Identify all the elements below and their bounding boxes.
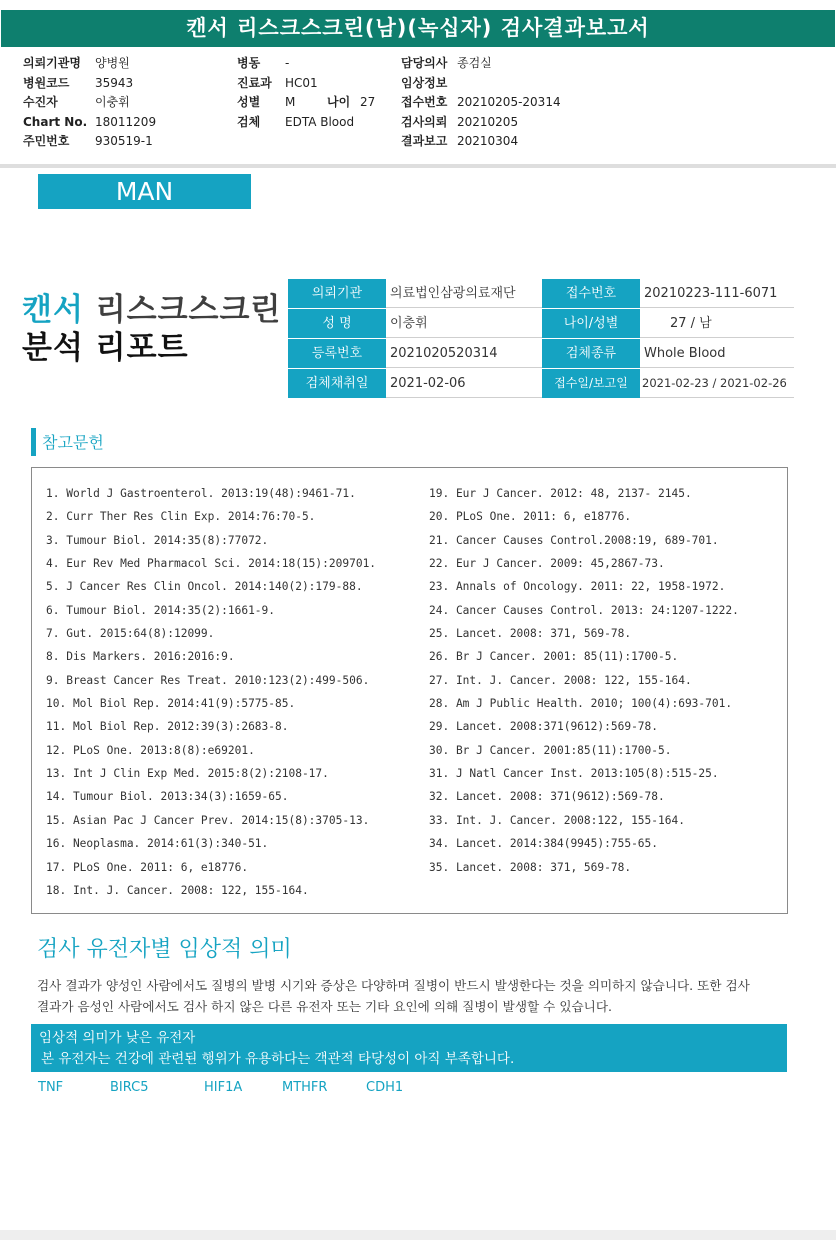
reference-item: 24. Cancer Causes Control. 2013: 24:1207-1222.: [429, 603, 739, 617]
info-label: 검체종류: [542, 339, 640, 368]
low-significance-box: [31, 1024, 787, 1072]
gene-name: MTHFR: [282, 1080, 328, 1095]
reference-item: 28. Am J Public Health. 2010; 100(4):693-701.: [429, 697, 733, 711]
header-meta-col1: [23, 54, 156, 152]
reference-item: 17. PLoS One. 2011: 6, e18776.: [46, 860, 249, 874]
meta-label: 나이: [327, 95, 351, 109]
reference-item: 16. Neoplasma. 2014:61(3):340-51.: [46, 837, 269, 851]
reference-item: 30. Br J Cancer. 2001:85(11):1700-5.: [429, 743, 672, 757]
info-value: 27 / 남: [640, 309, 794, 338]
info-label: 나이/성별: [542, 309, 640, 338]
info-label: 의뢰기관: [288, 279, 386, 308]
meta-label: 주민번호: [23, 134, 70, 148]
reference-item: 21. Cancer Causes Control.2008:19, 689-701.: [429, 533, 719, 547]
reference-item: 19. Eur J Cancer. 2012: 48, 2137- 2145.: [429, 487, 692, 500]
references-left-column: [46, 482, 376, 902]
description-line: 결과가 음성인 사람에서도 검사 하지 않은 다른 유전자 또는 기타 요인에 의해 질병이 발생할 수 있습니다.: [37, 999, 613, 1014]
header-meta-col3: [401, 54, 561, 152]
info-value: 2021-02-23 / 2021-02-26: [640, 369, 794, 398]
info-label: 접수일/보고일: [542, 369, 640, 398]
reference-item: 10. Mol Biol Rep. 2014:41(9):5775-85.: [46, 697, 296, 711]
info-value: 20210223-111-6071: [640, 279, 794, 308]
reference-item: 35. Lancet. 2008: 371, 569-78.: [429, 860, 632, 874]
report-title-accent: 캔서: [22, 292, 84, 328]
reference-item: 3. Tumour Biol. 2014:35(8):77072.: [46, 533, 269, 547]
meta-label: 임상정보: [401, 75, 448, 90]
references-right-column: [429, 482, 739, 879]
meta-value: 양병원: [95, 56, 130, 70]
meta-label: 의뢰기관명: [23, 56, 81, 70]
meta-value: 20210205: [457, 114, 519, 129]
reference-item: 5. J Cancer Res Clin Oncol. 2014:140(2):179-88.: [46, 580, 363, 594]
gene-meaning-description: [37, 975, 807, 1017]
reference-item: 6. Tumour Biol. 2014:35(2):1661-9.: [46, 603, 276, 617]
report-title-rest: 리스크스크린: [95, 292, 282, 328]
reference-item: 26. Br J Cancer. 2001: 85(11):1700-5.: [429, 650, 679, 664]
gene-name: CDH1: [366, 1080, 404, 1095]
meta-value: 18011209: [95, 114, 157, 129]
info-row: [288, 279, 798, 308]
meta-label: 수진자: [23, 95, 58, 109]
reference-item: 29. Lancet. 2008:371(9612):569-78.: [429, 720, 659, 734]
reference-item: 14. Tumour Biol. 2013:34(3):1659-65.: [46, 790, 289, 804]
reference-item: 9. Breast Cancer Res Treat. 2010:123(2):499-506.: [46, 673, 370, 687]
meta-label: 검사의뢰: [401, 114, 448, 129]
info-value: 의료법인삼광의료재단: [386, 279, 542, 308]
reference-item: 7. Gut. 2015:64(8):12099.: [46, 627, 215, 641]
reference-item: 12. PLoS One. 2013:8(8):e69201.: [46, 743, 255, 757]
meta-label: 담당의사: [401, 56, 448, 70]
meta-value: -: [285, 56, 290, 70]
meta-label: 병원코드: [23, 75, 70, 90]
info-label: 접수번호: [542, 279, 640, 308]
meta-value: 20210304: [457, 134, 519, 148]
reference-item: 27. Int. J. Cancer. 2008: 122, 155-164.: [429, 673, 692, 687]
reference-item: 25. Lancet. 2008: 371, 569-78.: [429, 627, 632, 641]
reference-item: 15. Asian Pac J Cancer Prev. 2014:15(8):3705-13.: [46, 813, 370, 827]
gene-name: BIRC5: [110, 1080, 149, 1095]
info-value: 2021020520314: [386, 339, 542, 368]
header-meta-col2: [237, 54, 375, 132]
reference-item: 4. Eur Rev Med Pharmacol Sci. 2014:18(15):209701.: [46, 557, 377, 571]
reference-item: 33. Int. J. Cancer. 2008:122, 155-164.: [429, 813, 685, 827]
reference-item: 13. Int J Clin Exp Med. 2015:8(2):2108-17.: [46, 767, 329, 781]
meta-label: 진료과: [237, 75, 272, 90]
meta-value: 20210205-20314: [457, 95, 561, 109]
info-label: 등록번호: [288, 339, 386, 368]
meta-label: Chart No.: [23, 114, 88, 129]
reference-item: 34. Lancet. 2014:384(9945):755-65.: [429, 837, 659, 851]
meta-label: 병동: [237, 56, 261, 70]
info-value: 2021-02-06: [386, 369, 542, 398]
meta-label: 성별: [237, 95, 261, 109]
reference-item: 31. J Natl Cancer Inst. 2013:105(8):515-25.: [429, 767, 719, 781]
reference-item: 20. PLoS One. 2011: 6, e18776.: [429, 510, 632, 524]
low-significance-title: 임상적 의미가 낮은 유전자: [39, 1030, 196, 1046]
references-title: 참고문헌: [42, 433, 104, 452]
info-value: Whole Blood: [640, 339, 794, 368]
reference-item: 8. Dis Markers. 2016:2016:9.: [46, 650, 235, 664]
meta-value: 930519-1: [95, 134, 153, 148]
report-title-line2: 분석 리포트: [22, 330, 189, 366]
gene-meaning-title: 검사 유전자별 임상적 의미: [37, 937, 292, 962]
report-header-title: 캔서 리스크스크린(남)(녹십자) 검사결과보고서: [1, 10, 835, 47]
meta-label: 결과보고: [401, 134, 448, 148]
info-row: [288, 339, 798, 368]
meta-value: 이충휘: [95, 95, 130, 109]
meta-label: 검체: [237, 114, 261, 129]
reference-item: 23. Annals of Oncology. 2011: 22, 1958-1972.: [429, 580, 726, 594]
meta-value: HC01: [285, 75, 318, 90]
header-divider: [0, 164, 836, 168]
meta-value: EDTA Blood: [285, 114, 355, 129]
meta-label: 접수번호: [401, 95, 448, 109]
reference-item: 22. Eur J Cancer. 2009: 45,2867-73.: [429, 557, 665, 571]
gene-name: HIF1A: [204, 1080, 243, 1095]
description-line: 검사 결과가 양성인 사람에서도 질병의 발병 시기와 증상은 다양하며 질병이 반드시 발생한다는 것을 의미하지 않습니다. 또한 검사: [37, 978, 750, 993]
low-significance-description: 본 유전자는 건강에 관련된 행위가 유용하다는 객관적 타당성이 아직 부족합니다.: [41, 1051, 515, 1067]
meta-value: 종검실: [457, 56, 492, 70]
section-accent-bar: [31, 428, 36, 456]
info-row: [288, 309, 798, 338]
gender-badge: MAN: [38, 174, 251, 209]
info-value: 이충휘: [386, 309, 542, 338]
footer-strip: [0, 1230, 836, 1240]
reference-item: 2. Curr Ther Res Clin Exp. 2014:76:70-5.: [46, 510, 316, 524]
info-row: [288, 369, 798, 398]
info-label: 검체채취일: [288, 369, 386, 398]
patient-info-table: [288, 279, 798, 398]
reference-item: 1. World J Gastroenterol. 2013:19(48):9461-71.: [46, 487, 356, 500]
meta-value: M: [285, 95, 296, 109]
reference-item: 32. Lancet. 2008: 371(9612):569-78.: [429, 790, 665, 804]
info-label: 성 명: [288, 309, 386, 338]
meta-value: 35943: [95, 75, 134, 90]
gene-name: TNF: [38, 1080, 64, 1095]
reference-item: 18. Int. J. Cancer. 2008: 122, 155-164.: [46, 883, 309, 897]
meta-value: 27: [360, 95, 376, 109]
reference-item: 11. Mol Biol Rep. 2012:39(3):2683-8.: [46, 720, 289, 734]
